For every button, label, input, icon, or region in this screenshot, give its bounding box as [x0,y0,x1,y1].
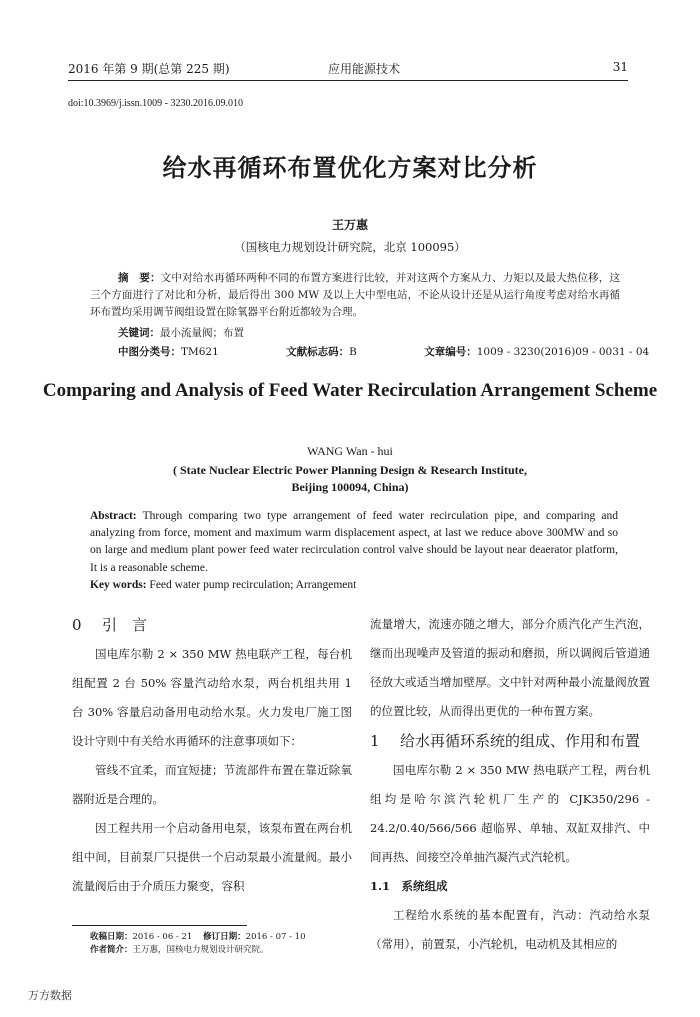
footnote-author: 作者简介：王万惠，国核电力规划设计研究院。 [90,945,269,955]
body-column-left [72,610,352,901]
author-en: WANG Wan - hui [307,444,393,458]
keywords-en-text: Feed water pump recirculation; Arrangement [146,579,357,591]
abstract-cn-text: 文中对给水再循环两种不同的布置方案进行比较，并对这两个方案从力、力矩以及最大热位移，这三个方面进行了对比和分析，最后得出 300 MW 及以上大中型电站，不论从设计还是从运行角度考虑对给水再循环布置均采用调节阀组设置在除氧器平台附近都较为合理。 [90,272,621,318]
running-header [68,60,628,80]
keywords-en-label: Key words: [90,579,147,591]
abstract-cn-label: 摘 要： [118,272,161,284]
keywords-cn [118,325,244,340]
footnote-dates: 收稿日期：2016 - 06 - 21 修订日期：2016 - 07 - 10 [90,932,306,942]
title-en: Comparing and Analysis of Feed Water Recirculation Arrangement Scheme [42,380,658,401]
classification-line [118,344,700,359]
doi: doi:10.3969/j.issn.1009 - 3230.2016.09.010 [68,98,244,109]
affiliation-en [0,462,700,496]
watermark-source: 万方数据 [28,989,72,1002]
paragraph: 因工程共用一个启动备用电泵，该泵布置在两台机组中间，目前泵厂只提供一个启动泵最小流量阀。最小流量阀后由于介质压力聚变，容积 [72,821,352,893]
body-column-right [370,610,650,959]
doc-code: 文献标志码：B [286,346,357,358]
section-heading-1: 1 给水再循环系统的组成、作用和布置 [370,732,641,750]
keywords-cn-label: 关键词： [118,327,160,339]
abstract-en [90,508,618,577]
subsection-heading-1-1: 1.1 系统组成 [370,879,448,893]
affiliation-en-line2: Beijing 100094, China) [291,480,409,494]
header-rule [68,80,628,81]
paragraph: 工程给水系统的基本配置有，汽动：汽动给水泵（常用），前置泵，小汽轮机，电动机及其相应的 [370,908,650,951]
page-number: 31 [612,60,628,74]
affiliation-cn: （国核电力规划设计研究院，北京 100095） [234,240,466,254]
section-heading-0: 0 引 言 [72,616,148,634]
keywords-cn-text: 最小流量阀；布置 [160,327,244,339]
abstract-en-text: Through comparing two type arrangement of feed water recirculation pipe, and comparing and analyzing from force, moment and maximum warm displacement aspect, at last we reduce above 300MW and so on large and medium plant power feed water recirculation control valve should be layout near deaerator platform, It is a reasonable scheme. [90,510,618,574]
issue-info: 2016 年第 9 期(总第 225 期) [68,62,230,76]
paragraph: 国电库尔勒 2 × 350 MW 热电联产工程，两台机组均是哈尔滨汽轮机厂生产的 CJK350/296 - 24.2/0.40/566/566 超临界、单轴、双缸双排汽、中间再热、间接空冷单抽汽凝汽式汽轮机。 [370,763,650,864]
title-cn: 给水再循环布置优化方案对比分析 [162,153,538,182]
footnote-rule [72,925,247,926]
abstract-en-label: Abstract: [90,510,137,522]
paragraph: 国电库尔勒 2 × 350 MW 热电联产工程，每台机组配置 2 台 50% 容量汽动给水泵，两台机组共用 1 台 30% 容量启动备用电动给水泵。火力发电厂施工图设计守则中有关给水再循环的注意事项如下： [72,647,352,748]
affiliation-en-line1: ( State Nuclear Electric Power Planning Design & Research Institute, [173,463,527,477]
keywords-en [90,579,356,591]
paragraph: 流量增大，流速亦随之增大，部分介质汽化产生汽泡，继而出现噪声及管道的振动和磨损，所以调阀后管道通径放大或适当增加壁厚。文中针对两种最小流量阀放置的位置比较，从而得出更优的一种布置方案。 [370,617,650,718]
abstract-cn [90,270,620,321]
author-cn: 王万惠 [331,218,368,232]
journal-name: 应用能源技术 [328,62,401,76]
paragraph: 管线不宜柔，而宜短捷；节流部件布置在靠近除氧器附近是合理的。 [72,763,352,806]
article-number: 文章编号：1009 - 3230(2016)09 - 0031 - 04 [424,346,650,358]
footnote [90,931,306,957]
clc-code: 中图分类号：TM621 [118,346,219,358]
